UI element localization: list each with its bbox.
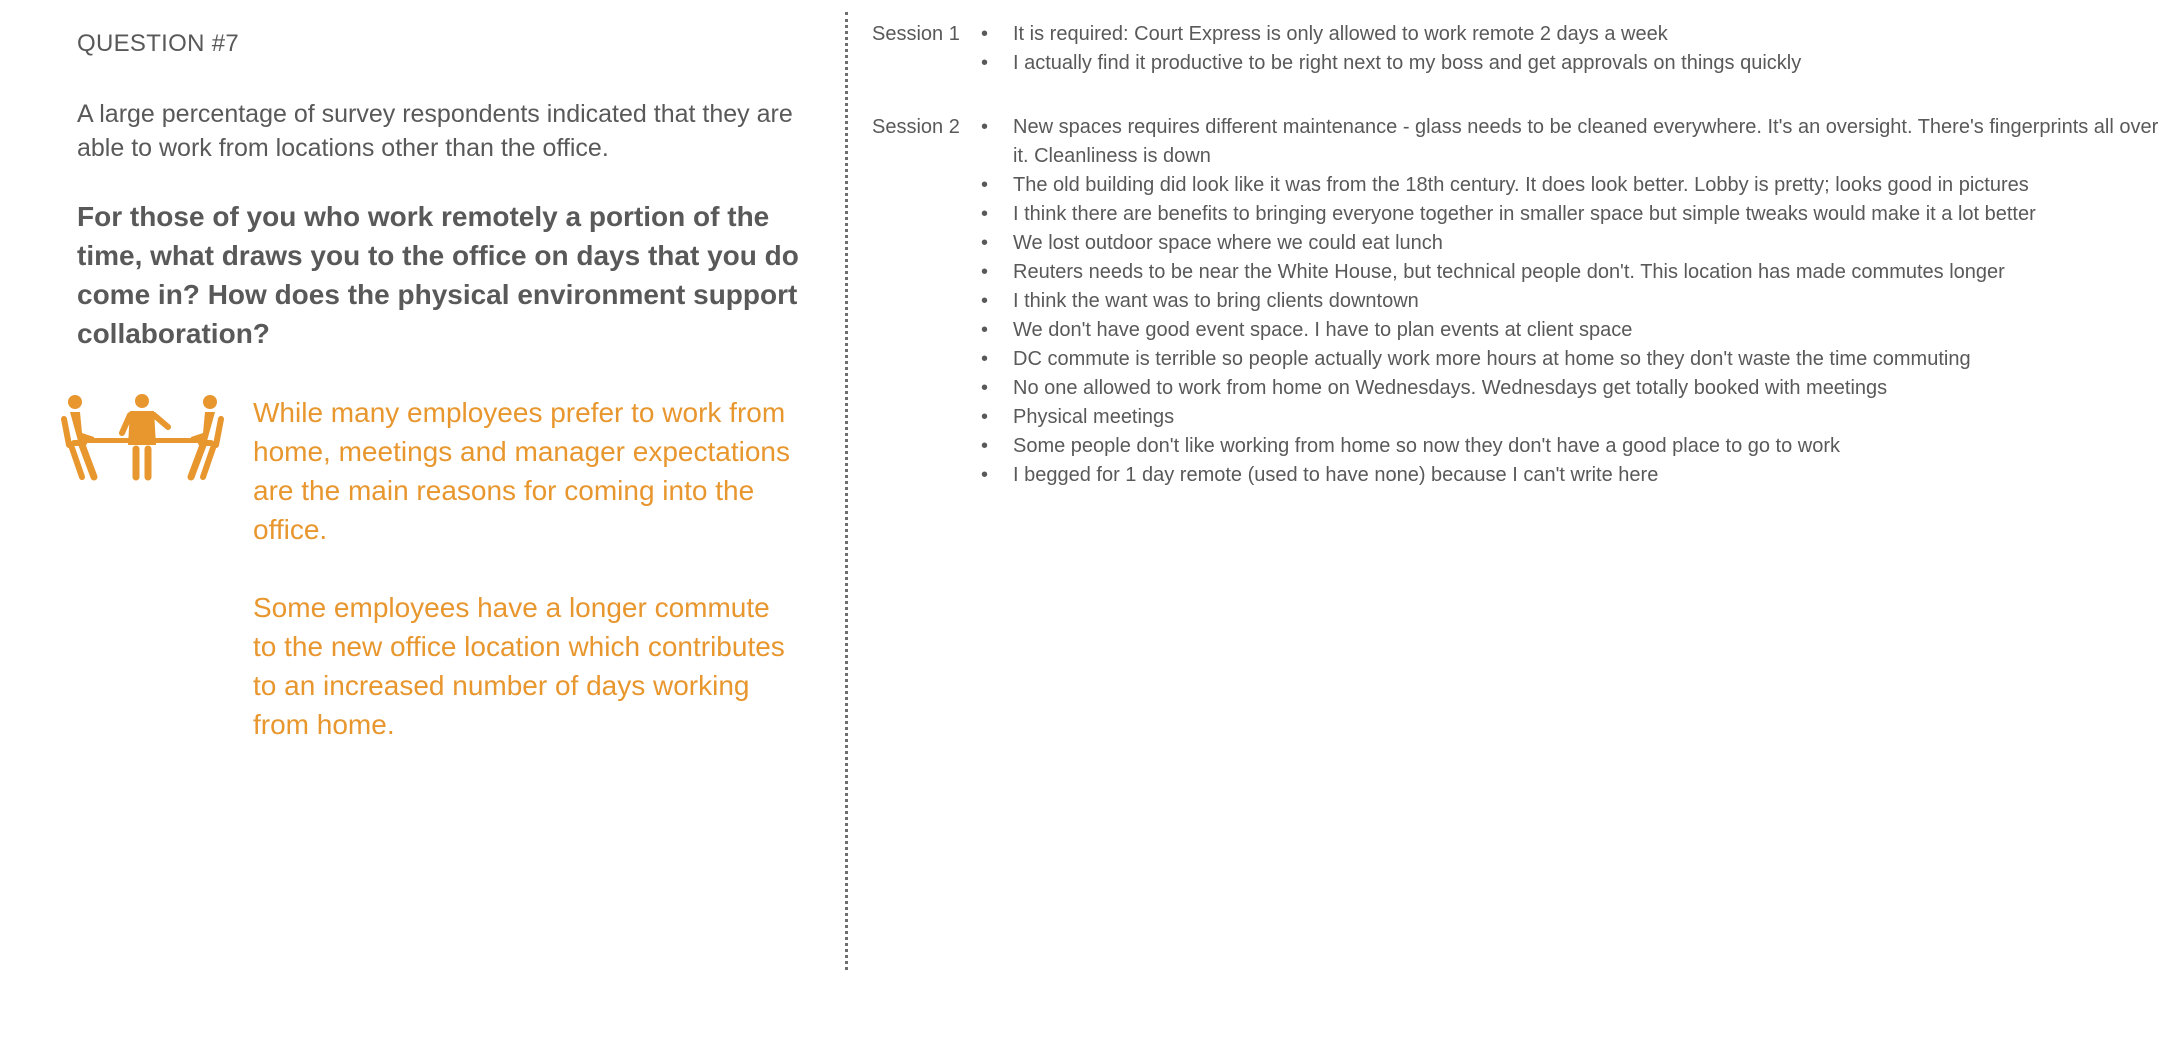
session-1-list [1013, 20, 2163, 78]
intro-text: A large percentage of survey respondents indicated that they are able to work from locations other than the office. [77, 100, 793, 162]
insights-block [253, 393, 793, 783]
list-item: • We lost outdoor space where we could eat lunch [1013, 229, 2163, 258]
session-label: Session 1 [872, 23, 960, 45]
question-number: QUESTION #7 [77, 30, 240, 57]
session-2-list [1013, 113, 2163, 490]
list-item: • DC commute is terrible so people actually work more hours at home so they don't waste the time commuting [1013, 345, 2163, 374]
list-item: • New spaces requires different maintenance - glass needs to be cleaned everywhere. It's an oversight. There's fingerprints all over it. Cleanliness is down [1013, 113, 2163, 171]
session-label: Session 2 [872, 116, 960, 138]
insight-commute: Some employees have a longer commute to the new office location which contributes to an increased number of days working from home. [253, 592, 785, 740]
list-item: • I begged for 1 day remote (used to have none) because I can't write here [1013, 461, 2163, 490]
list-item: • Some people don't like working from home so now they don't have a good place to go to work [1013, 432, 2163, 461]
list-item: • We don't have good event space. I have to plan events at client space [1013, 316, 2163, 345]
list-item: • It is required: Court Express is only allowed to work remote 2 days a week [1013, 20, 2163, 49]
list-item: • Physical meetings [1013, 403, 2163, 432]
list-item: • I think the want was to bring clients downtown [1013, 287, 2163, 316]
list-item: • I think there are benefits to bringing everyone together in smaller space but simple tweaks would make it a lot better [1013, 200, 2163, 229]
list-item: • Reuters needs to be near the White House, but technical people don't. This location has made commutes longer [1013, 258, 2163, 287]
list-item: • The old building did look like it was from the 18th century. It does look better. Lobby is pretty; looks good in pictures [1013, 171, 2163, 200]
vertical-divider [845, 12, 848, 970]
insight-meetings: While many employees prefer to work from home, meetings and manager expectations are the main reasons for coming into the office. [253, 397, 790, 545]
question-text: For those of you who work remotely a portion of the time, what draws you to the office on days that you do come in? How does the physical environment support collaboration? [77, 201, 799, 349]
list-item: • I actually find it productive to be right next to my boss and get approvals on things quickly [1013, 49, 2163, 78]
meeting-table-icon [60, 393, 225, 491]
list-item: • No one allowed to work from home on Wednesdays. Wednesdays get totally booked with meetings [1013, 374, 2163, 403]
